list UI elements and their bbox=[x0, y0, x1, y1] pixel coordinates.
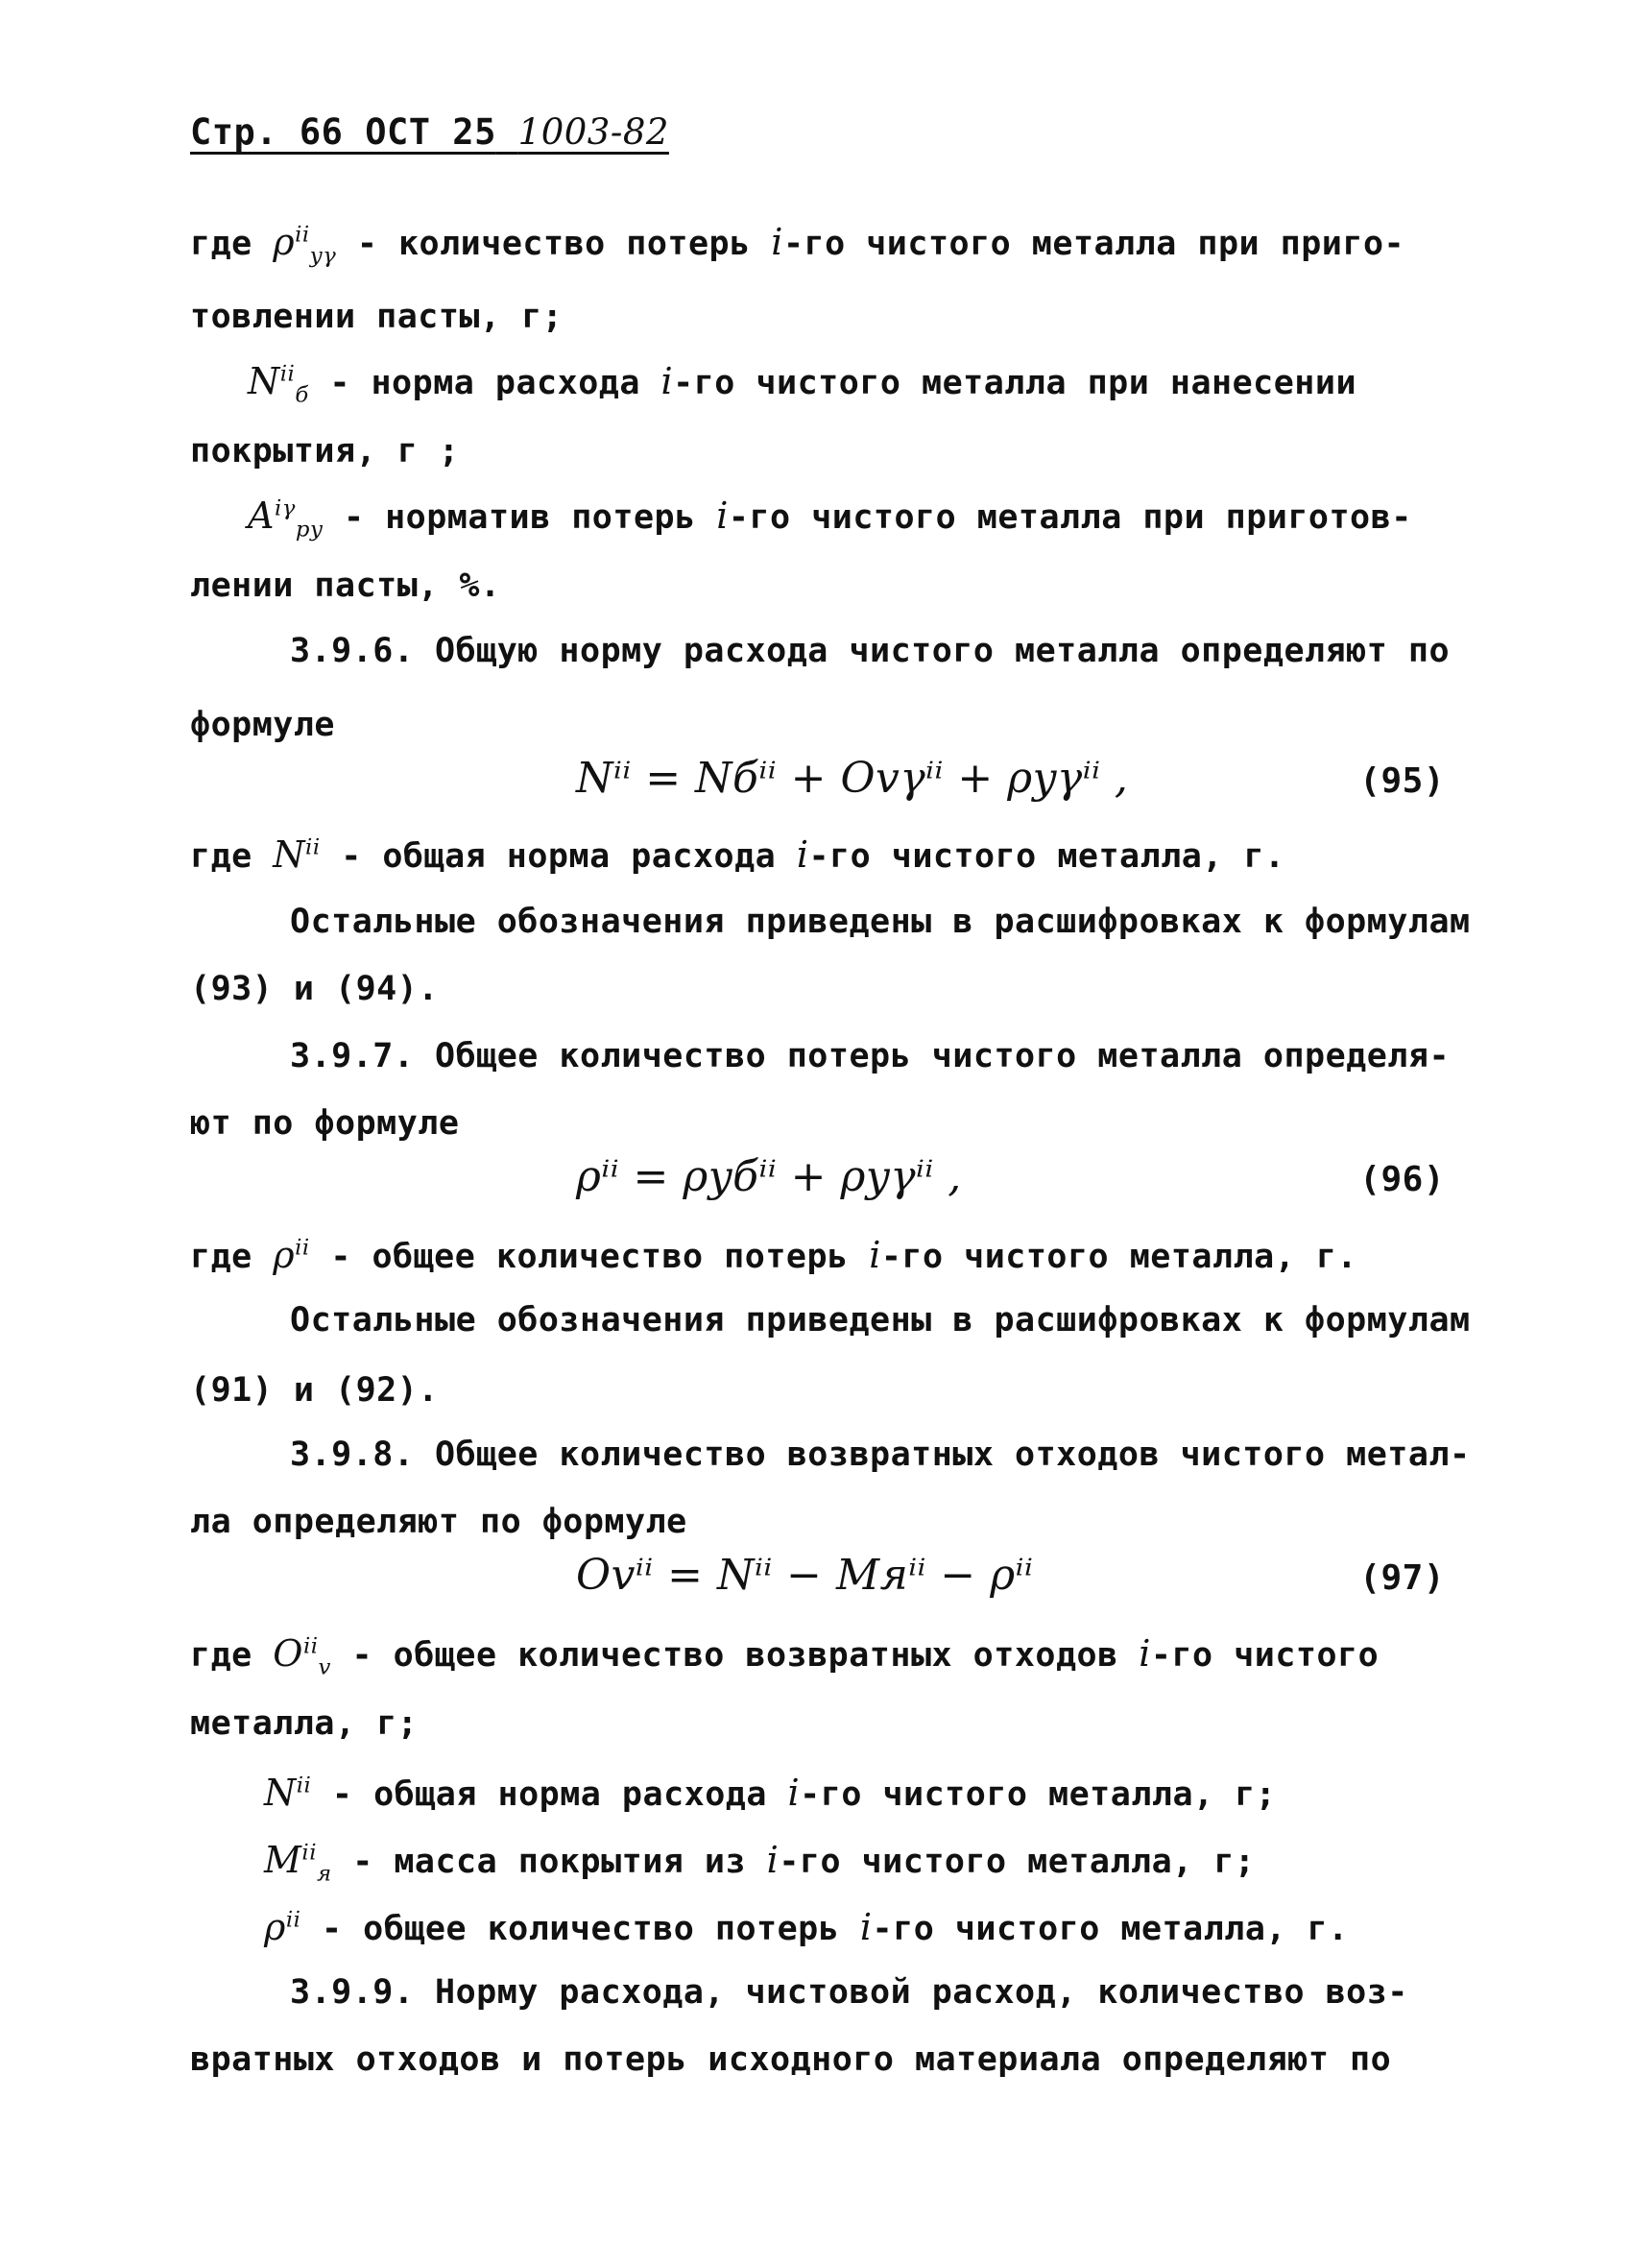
equation-number: (96) bbox=[1359, 1160, 1445, 1199]
text-fragment: где bbox=[190, 225, 252, 263]
text-fragment: -го чистого металла при приготов- bbox=[728, 498, 1412, 537]
text-fragment: - масса покрытия из bbox=[352, 1843, 747, 1881]
text-fragment: где bbox=[190, 1238, 252, 1276]
text-fragment: - норматив потерь bbox=[343, 498, 696, 537]
math-symbol: $N^{ii}$ bbox=[264, 1772, 312, 1814]
equation-body: Ovⁱⁱ = Nⁱⁱ − Mяⁱⁱ − ρⁱⁱ bbox=[576, 1551, 1034, 1600]
math-index: i bbox=[859, 1906, 873, 1948]
text-fragment: - общее количество потерь bbox=[322, 1910, 840, 1948]
text-line: (91) и (92). bbox=[190, 1371, 439, 1410]
text-line bbox=[248, 360, 1357, 408]
text-line: Остальные обозначения приведены в расшифровках к формулам bbox=[290, 1301, 1471, 1339]
text-line bbox=[190, 1632, 1380, 1680]
text-fragment: - общее количество потерь bbox=[330, 1238, 849, 1276]
text-fragment: где bbox=[190, 1636, 252, 1675]
math-index: i bbox=[1139, 1632, 1151, 1675]
math-index: i bbox=[766, 1839, 780, 1881]
section-3-9-6: 3.9.6. Общую норму расхода чистого металла определяют по bbox=[290, 632, 1451, 670]
text-fragment: - норма расхода bbox=[329, 364, 640, 402]
section-3-9-8: 3.9.8. Общее количество возвратных отходов чистого метал- bbox=[290, 1436, 1471, 1474]
section-3-9-9: 3.9.9. Норму расхода, чистовой расход, количество воз- bbox=[290, 1973, 1408, 2012]
text-line bbox=[190, 833, 1285, 876]
text-line: Остальные обозначения приведены в расшифровках к формулам bbox=[290, 903, 1471, 941]
math-index: i bbox=[869, 1234, 881, 1276]
text-fragment: где bbox=[190, 837, 252, 876]
text-line bbox=[190, 221, 1405, 269]
text-fragment: - общая норма расхода bbox=[341, 837, 777, 876]
math-symbol: $\rho^{ii}$ bbox=[264, 1906, 301, 1948]
text-fragment: -го чистого металла при нанесении bbox=[673, 364, 1357, 402]
text-line: товлении пасты, г; bbox=[190, 298, 564, 336]
text-fragment: - общая норма расхода bbox=[331, 1775, 767, 1814]
math-symbol: $M^{ii}_я$ bbox=[264, 1839, 332, 1887]
equation-number: (97) bbox=[1359, 1558, 1445, 1598]
text-line: ют по формуле bbox=[190, 1104, 460, 1143]
page-header bbox=[190, 111, 669, 153]
math-symbol: $O^{ii}_v$ bbox=[273, 1632, 331, 1680]
equation-body: Nⁱⁱ = Nбⁱⁱ + Ovγⁱⁱ + ρyγⁱⁱ , bbox=[576, 754, 1129, 803]
text-line: вратных отходов и потерь исходного материала определяют по bbox=[190, 2040, 1392, 2079]
text-line: (93) и (94). bbox=[190, 970, 439, 1008]
text-fragment: -го чистого металла, г. bbox=[880, 1238, 1357, 1276]
text-line: покрытия, г ; bbox=[190, 432, 460, 470]
text-line bbox=[264, 1839, 1256, 1887]
math-index: i bbox=[787, 1772, 801, 1814]
text-line: формуле bbox=[190, 706, 336, 744]
math-symbol: $\rho^{ii}$ bbox=[273, 1234, 310, 1276]
text-line: лении пасты, %. bbox=[190, 567, 501, 605]
text-line bbox=[190, 1234, 1357, 1276]
text-fragment: - количество потерь bbox=[356, 225, 751, 263]
math-symbol: $N^{ii}_б$ bbox=[248, 360, 309, 408]
math-index: i bbox=[771, 221, 783, 263]
text-line: металла, г; bbox=[190, 1704, 419, 1743]
text-fragment: -го чистого металла, г; bbox=[800, 1775, 1277, 1814]
math-symbol: $\rho^{ii}_{y\gamma}$ bbox=[273, 221, 337, 269]
text-fragment: -го чистого bbox=[1150, 1636, 1380, 1675]
text-line bbox=[264, 1772, 1276, 1814]
math-index: i bbox=[716, 495, 729, 537]
text-line bbox=[248, 495, 1412, 543]
text-line bbox=[264, 1906, 1349, 1948]
equation-number: (95) bbox=[1359, 761, 1445, 801]
math-index: i bbox=[660, 360, 674, 402]
text-fragment: - общее количество возвратных отходов bbox=[351, 1636, 1118, 1675]
text-fragment: -го чистого металла при приго- bbox=[782, 225, 1405, 263]
math-symbol: $A^{i\gamma}_{py}$ bbox=[248, 495, 324, 543]
text-fragment: -го чистого металла, г. bbox=[808, 837, 1285, 876]
math-symbol: $N^{ii}$ bbox=[273, 833, 321, 876]
text-fragment: -го чистого металла, г. bbox=[872, 1910, 1349, 1948]
header-handwritten-number: 1003-82 bbox=[517, 111, 669, 153]
math-index: i bbox=[796, 833, 809, 876]
header-prefix: Стр. 66 ОСТ 25 bbox=[190, 111, 496, 153]
equation-body: ρⁱⁱ = ρyбⁱⁱ + ρyγⁱⁱ , bbox=[576, 1152, 962, 1201]
section-3-9-7: 3.9.7. Общее количество потерь чистого металла определя- bbox=[290, 1037, 1451, 1075]
text-fragment: -го чистого металла, г; bbox=[779, 1843, 1256, 1881]
text-line: ла определяют по формуле bbox=[190, 1503, 687, 1541]
